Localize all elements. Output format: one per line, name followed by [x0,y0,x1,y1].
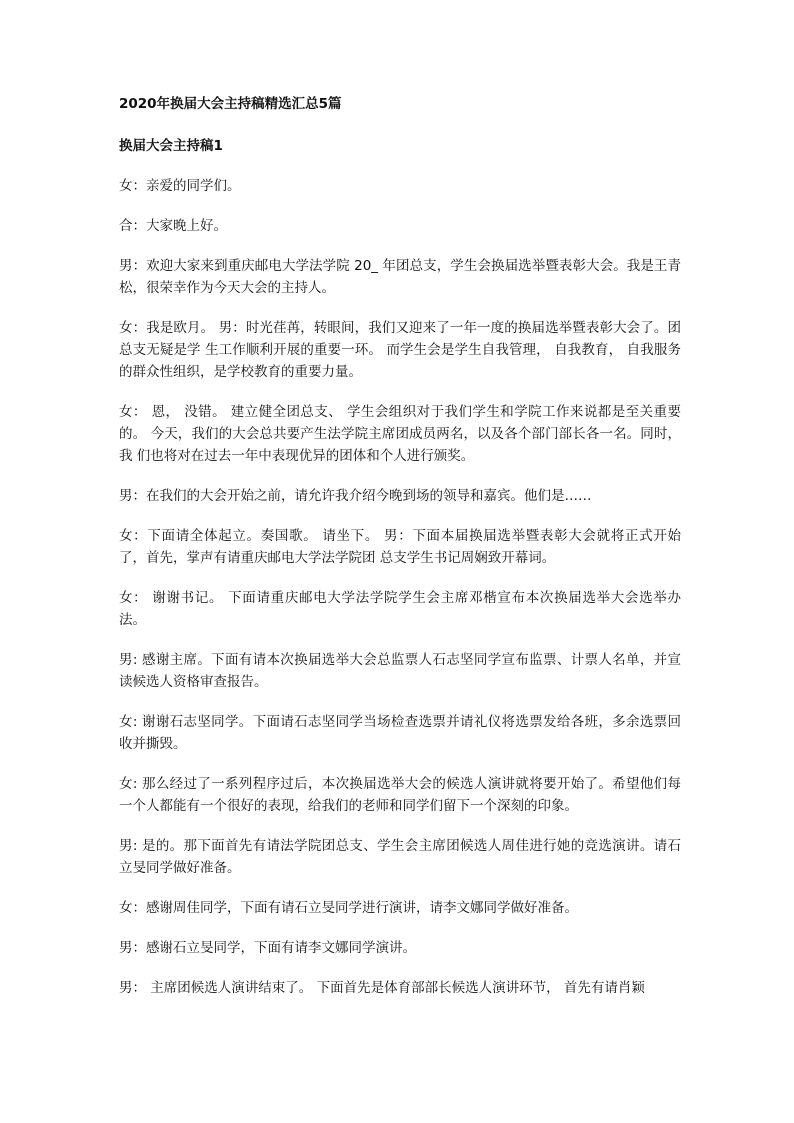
document-title: 2020年换届大会主持稿精选汇总5篇 [119,96,342,112]
paragraph: 合：大家晚上好。 [119,218,227,234]
paragraph: 女: 谢谢石志坚同学。下面请石志坚同学当场检查选票并请礼仪将选票发给各班，多余选票回收并撕毁。 [119,714,681,752]
paragraph: 男：在我们的大会开始之前，请允许我介绍今晚到场的领导和嘉宾。他们是…… [119,488,592,504]
paragraph: 女： 恩， 没错。 建立健全团总支、 学生会组织对于我们学生和学院工作来说都是至关重要的。 今天，我们的大会总共要产生法学院主席团成员两名，以及各个部门部长各一名。同时，我 们也将对在过去一年中表现优异的团体和个人进行颁奖。 [119,404,681,464]
document-body [119,93,681,1017]
paragraph: 女: 那么经过了一系列程序过后，本次换届选举大会的候选人演讲就将要开始了。希望他们每一个人都能有一个很好的表现，给我们的老师和同学们留下一个深刻的印象。 [119,776,681,814]
section-title: 换届大会主持稿1 [119,138,223,154]
paragraph: 男: 是的。那下面首先有请法学院团总支、学生会主席团候选人周佳进行她的竞选演讲。请石立旻同学做好准备。 [119,838,681,876]
paragraph: 女：亲爱的同学们。 [119,178,241,194]
paragraph: 女： 谢谢书记。 下面请重庆邮电大学法学院学生会主席邓楷宣布本次换届选举大会选举办法。 [119,590,681,628]
paragraph: 女：感谢周佳同学，下面有请石立旻同学进行演讲，请李文娜同学做好准备。 [119,900,578,916]
paragraph: 女：下面请全体起立。奏国歌。 请坐下。 男：下面本届换届选举暨表彰大会就将正式开始了，首先，掌声有请重庆邮电大学法学院团 总支学生书记周娴致开幕词。 [119,528,681,566]
paragraph: 男：感谢石立旻同学，下面有请李文娜同学演讲。 [119,940,416,956]
paragraph: 男： 主席团候选人演讲结束了。 下面首先是体育部部长候选人演讲环节， 首先有请肖颖 [119,980,645,996]
paragraph: 男：欢迎大家来到重庆邮电大学法学院 20_ 年团总支，学生会换届选举暨表彰大会。我是王青松，很荣幸作为今天大会的主持人。 [119,258,681,296]
paragraph: 男: 感谢主席。下面有请本次换届选举大会总监票人石志坚同学宣布监票、计票人名单，并宣读候选人资格审查报告。 [119,652,681,690]
paragraph: 女：我是欧月。 男：时光荏苒，转眼间，我们又迎来了一年一度的换届选举暨表彰大会了。团总支无疑是学 生工作顺利开展的重要一环。 而学生会是学生自我管理， 自我教育， 自我服务的群众性组织，是学校教育的重要力量。 [119,320,681,380]
